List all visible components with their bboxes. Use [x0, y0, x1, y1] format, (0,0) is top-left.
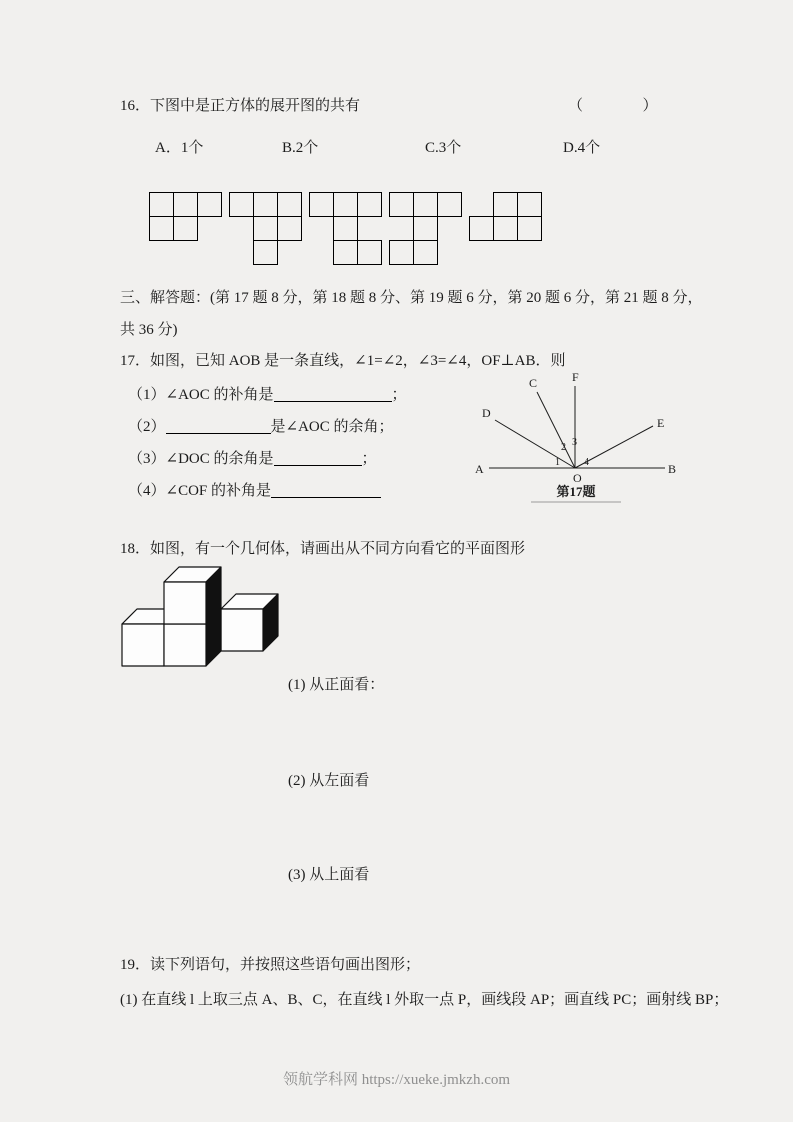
q17-part-4-blank — [271, 483, 381, 498]
cube-top — [164, 567, 221, 624]
net-cell — [309, 192, 334, 217]
q18-view-top: (3) 从上面看 — [288, 867, 370, 883]
net-cell — [357, 240, 382, 265]
net-cell — [277, 216, 302, 241]
option-c: C.3个 — [425, 140, 462, 156]
net-cell — [333, 216, 358, 241]
q17-part-3-blank — [274, 451, 362, 466]
q17-stem: 17．如图，已知 AOB 是一条直线，∠1=∠2，∠3=∠4，OF⊥AB．则 — [120, 353, 566, 369]
q17-figure — [473, 368, 678, 508]
net-cell — [229, 192, 254, 217]
option-b: B.2个 — [282, 140, 319, 156]
q17-part-2-blank — [166, 419, 271, 434]
angle-label-4: 4 — [584, 457, 589, 468]
section3-header-line2: 共 36 分) — [120, 322, 178, 338]
net-cell — [149, 192, 174, 217]
q17-part-3 — [128, 450, 377, 469]
point-label-c: C — [529, 376, 538, 390]
q16-options — [0, 139, 793, 159]
q17-part-3-text: （3）∠DOC 的余角是 — [128, 451, 274, 467]
q17-part-1-text: （1）∠AOC 的补角是 — [128, 387, 274, 403]
net-cell — [469, 216, 494, 241]
q17-part-2-punct: 是∠AOC 的余角； — [270, 419, 394, 435]
q17-part-4 — [128, 482, 381, 501]
section3-header-line1: 三、解答题：(第 17 题 8 分，第 18 题 8 分、第 19 题 6 分，第 20 题 6 分，第 21 题 8 分， — [120, 290, 703, 306]
q17-part-4-text: （4）∠COF 的补角是 — [128, 483, 271, 499]
net-cell — [253, 216, 278, 241]
q18-figure — [112, 556, 287, 671]
net-cell — [333, 240, 358, 265]
angle-label-3: 3 — [572, 437, 577, 448]
net-cell — [493, 216, 518, 241]
point-label-e: E — [657, 416, 665, 430]
net-cell — [173, 192, 198, 217]
point-label-f: F — [572, 370, 579, 384]
q18-view-left: (2) 从左面看 — [288, 773, 370, 789]
net-cell — [389, 192, 414, 217]
net-cell — [253, 192, 278, 217]
net-cell — [413, 192, 438, 217]
q16-nets-figure — [149, 192, 569, 274]
net-cell — [197, 192, 222, 217]
point-label-a: A — [475, 462, 484, 476]
angle-label-2: 2 — [561, 442, 566, 453]
net-cell — [277, 192, 302, 217]
net-cell — [149, 216, 174, 241]
q17-part-1-punct: ； — [391, 387, 407, 403]
net-cell — [333, 192, 358, 217]
q17-figure-caption: 第17题 — [556, 484, 596, 499]
net-cell — [413, 240, 438, 265]
angle-label-1: 1 — [555, 457, 560, 468]
net-cell — [253, 240, 278, 265]
q16-answer-bracket: （ ） — [568, 98, 660, 114]
point-label-b: B — [668, 462, 677, 476]
net-cell — [389, 240, 414, 265]
q18-view-front: (1) 从正面看： — [288, 677, 385, 693]
net-cell — [413, 216, 438, 241]
q16-stem-text: 16．下图中是正方体的展开图的共有 — [120, 98, 361, 114]
net-cell — [437, 192, 462, 217]
net-cell — [517, 192, 542, 217]
q18-stem: 18．如图，有一个几何体，请画出从不同方向看它的平面图形 — [120, 541, 526, 557]
q17-part-1 — [128, 386, 407, 405]
q17-part-2-text: （2） — [128, 419, 166, 435]
cube-back-right — [221, 594, 278, 651]
net-cell — [173, 216, 198, 241]
net-cell — [517, 216, 542, 241]
q19-part-1: (1) 在直线 l 上取三点 A、B、C，在直线 l 外取一点 P，画线段 AP；画直线 PC；画射线 BP； — [120, 992, 729, 1008]
option-d: D.4个 — [563, 140, 601, 156]
point-label-d: D — [482, 406, 491, 420]
q16-stem — [120, 97, 360, 116]
net-cell — [357, 192, 382, 217]
footer-watermark: 领航学科网 https://xueke.jmkzh.com — [282, 1072, 511, 1088]
q17-part-1-blank — [274, 387, 392, 402]
point-label-o: O — [573, 471, 582, 485]
q17-part-3-punct: ； — [361, 451, 377, 467]
option-a: A．1个 — [155, 140, 204, 156]
q19-stem: 19．读下列语句，并按照这些语句画出图形； — [120, 957, 421, 973]
q17-part-2 — [128, 418, 394, 437]
net-cell — [493, 192, 518, 217]
